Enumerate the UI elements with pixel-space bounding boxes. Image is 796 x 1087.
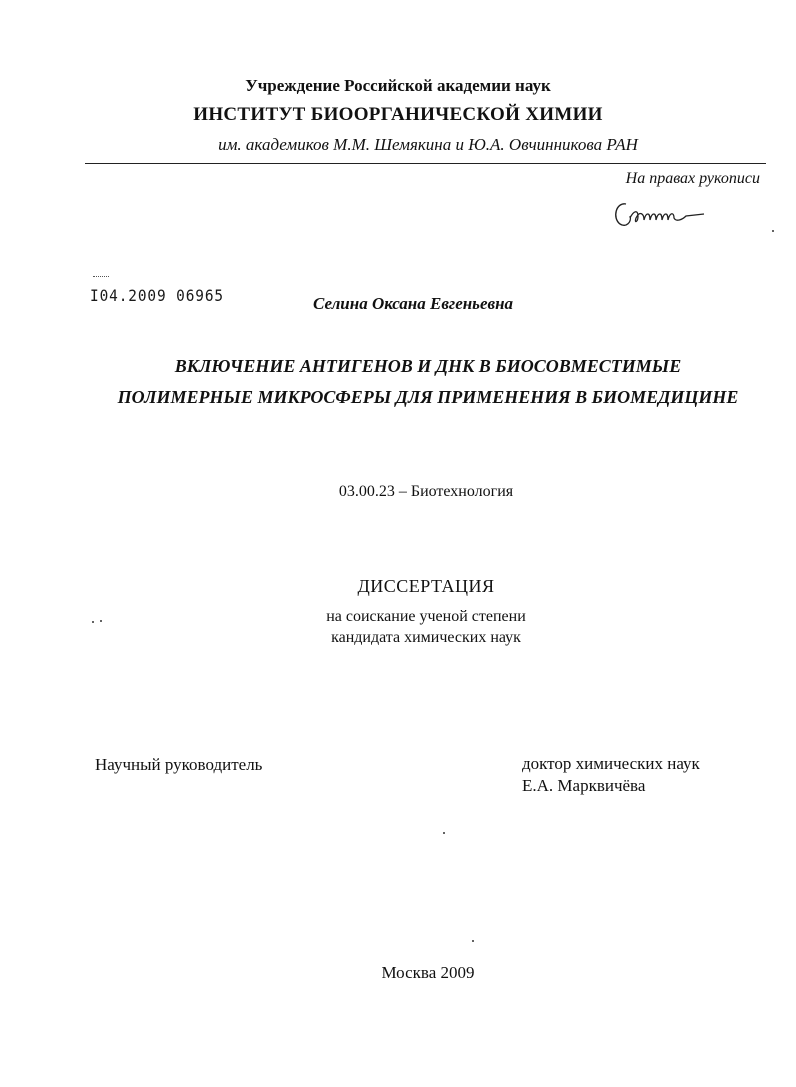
supervisor-degree: доктор химических наук: [522, 754, 700, 773]
scan-speck: [772, 230, 774, 232]
scan-speck: [472, 940, 474, 942]
institute-name: ИНСТИТУТ БИООРГАНИЧЕСКОЙ ХИМИИ: [193, 104, 603, 125]
specialty-code: 03.00.23 – Биотехнология: [338, 483, 514, 500]
scan-speck: [443, 832, 445, 834]
city-year: Москва 2009: [381, 963, 475, 982]
stamp-mark: [93, 276, 109, 278]
manuscript-rights-note: На правах рукописи: [625, 170, 760, 187]
dissertation-title-line-2: ПОЛИМЕРНЫЕ МИКРОСФЕРЫ ДЛЯ ПРИМЕНЕНИЯ В БИОМЕДИЦИНЕ: [117, 387, 739, 407]
registration-stamp: I04.2009 06965: [90, 286, 224, 305]
supervisor-name: Е.А. Марквичёва: [522, 776, 646, 795]
academy-name: Учреждение Российской академии наук: [245, 76, 551, 95]
author-name: Селина Оксана Евгеньевна: [313, 294, 514, 313]
degree-line-2: кандидата химических наук: [331, 629, 521, 646]
institute-named-after: им. академиков М.М. Шемякина и Ю.А. Овчинникова РАН: [218, 135, 638, 154]
supervisor-label: Научный руководитель: [95, 755, 263, 774]
scan-speck: [100, 620, 102, 622]
handwritten-signature: [612, 196, 712, 232]
dissertation-title-line-1: ВКЛЮЧЕНИЕ АНТИГЕНОВ И ДНК В БИОСОВМЕСТИМЫЕ: [174, 356, 682, 376]
degree-line-1: на соискание ученой степени: [326, 608, 526, 625]
scan-speck: [92, 621, 94, 623]
header-divider: [85, 163, 766, 164]
document-type: ДИССЕРТАЦИЯ: [357, 576, 495, 596]
